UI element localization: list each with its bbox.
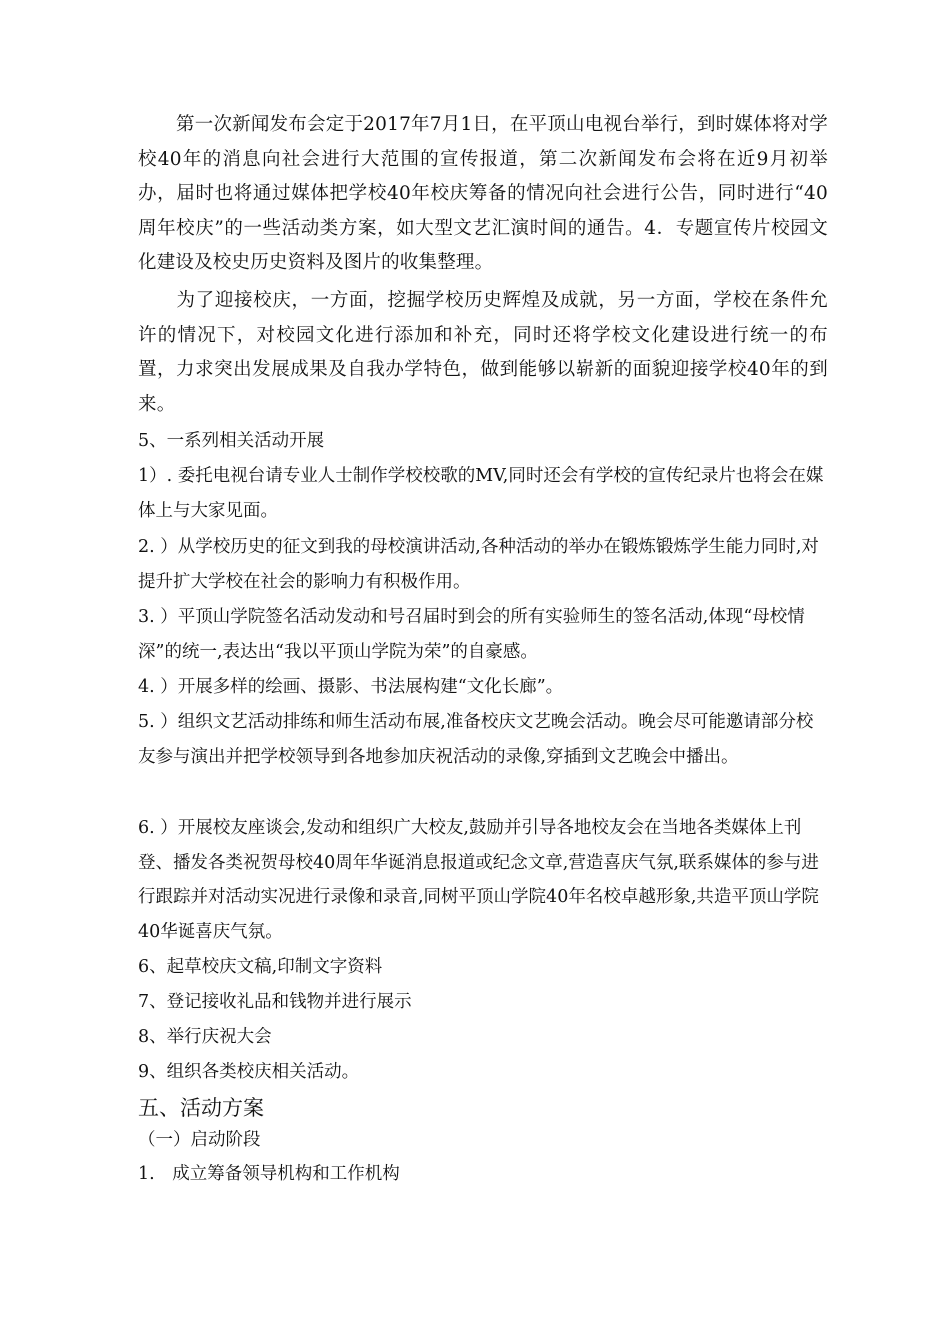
- list-item-1: 1）. 委托电视台请专业人士制作学校校歌的MV,同时还会有学校的宣传纪录片也将会在媒体上与大家见面。: [138, 466, 824, 521]
- list-item-6: 6. ）开展校友座谈会,发动和组织广大校友,鼓励并引导各地校友会在当地各类媒体上刊登、播发各类祝贺母校40周年华诞消息报道或纪念文章,营造喜庆气氛,联系媒体的参与进行跟踪并对活动实况进行录像和录音,同树平顶山学院40年名校卓越形象,共造平顶山学院40华诞喜庆气氛。: [138, 818, 819, 942]
- item-heading-7: 7、登记接收礼品和钱物并进行展示: [138, 992, 412, 1012]
- section-heading: 五、活动方案: [138, 1096, 264, 1120]
- step-item-1: 1. 成立筹备领导机构和工作机构: [138, 1164, 400, 1184]
- paragraph-campus-culture: 为了迎接校庆，一方面，挖掘学校历史辉煌及成就，另一方面，学校在条件允许的情况下，对校园文化进行添加和补充，同时还将学校文化建设进行统一的布置，力求突出发展成果及自我办学特色，做到能够以崭新的面貌迎接学校40年的到来。: [138, 290, 828, 415]
- stage-subheading: （一）启动阶段: [138, 1130, 261, 1150]
- list-item-4: 4. ）开展多样的绘画、摄影、书法展构建“文化长廊”。: [138, 677, 564, 697]
- paragraph-press-conference: 第一次新闻发布会定于2017年7月1日，在平顶山电视台举行，到时媒体将对学校40年的消息向社会进行大范围的宣传报道，第二次新闻发布会将在近9月初举办，届时也将通过媒体把学校40年校庆筹备的情况向社会进行公告，同时进行“40周年校庆”的一些活动类方案，如大型文艺汇演时间的通告。4．专题宣传片校园文化建设及校史历史资料及图片的收集整理。: [138, 114, 828, 273]
- list-item-3: 3. ）平顶山学院签名活动发动和号召届时到会的所有实验师生的签名活动,体现“母校情深”的统一,表达出“我以平顶山学院为荣”的自豪感。: [138, 607, 805, 662]
- list-item-2: 2. ）从学校历史的征文到我的母校演讲活动,各种活动的举办在锻炼锻炼学生能力同时,对提升扩大学校在社会的影响力有积极作用。: [138, 537, 819, 592]
- list-item-5: 5. ）组织文艺活动排练和师生活动布展,准备校庆文艺晚会活动。晚会尽可能邀请部分校友参与演出并把学校领导到各地参加庆祝活动的录像,穿插到文艺晚会中播出。: [138, 712, 814, 767]
- item-heading-8: 8、举行庆祝大会: [138, 1027, 272, 1047]
- item-heading-6: 6、起草校庆文稿,印制文字资料: [138, 957, 383, 977]
- item-heading-5: 5、一系列相关活动开展: [138, 431, 325, 451]
- item-heading-9: 9、组织各类校庆相关活动。: [138, 1062, 360, 1082]
